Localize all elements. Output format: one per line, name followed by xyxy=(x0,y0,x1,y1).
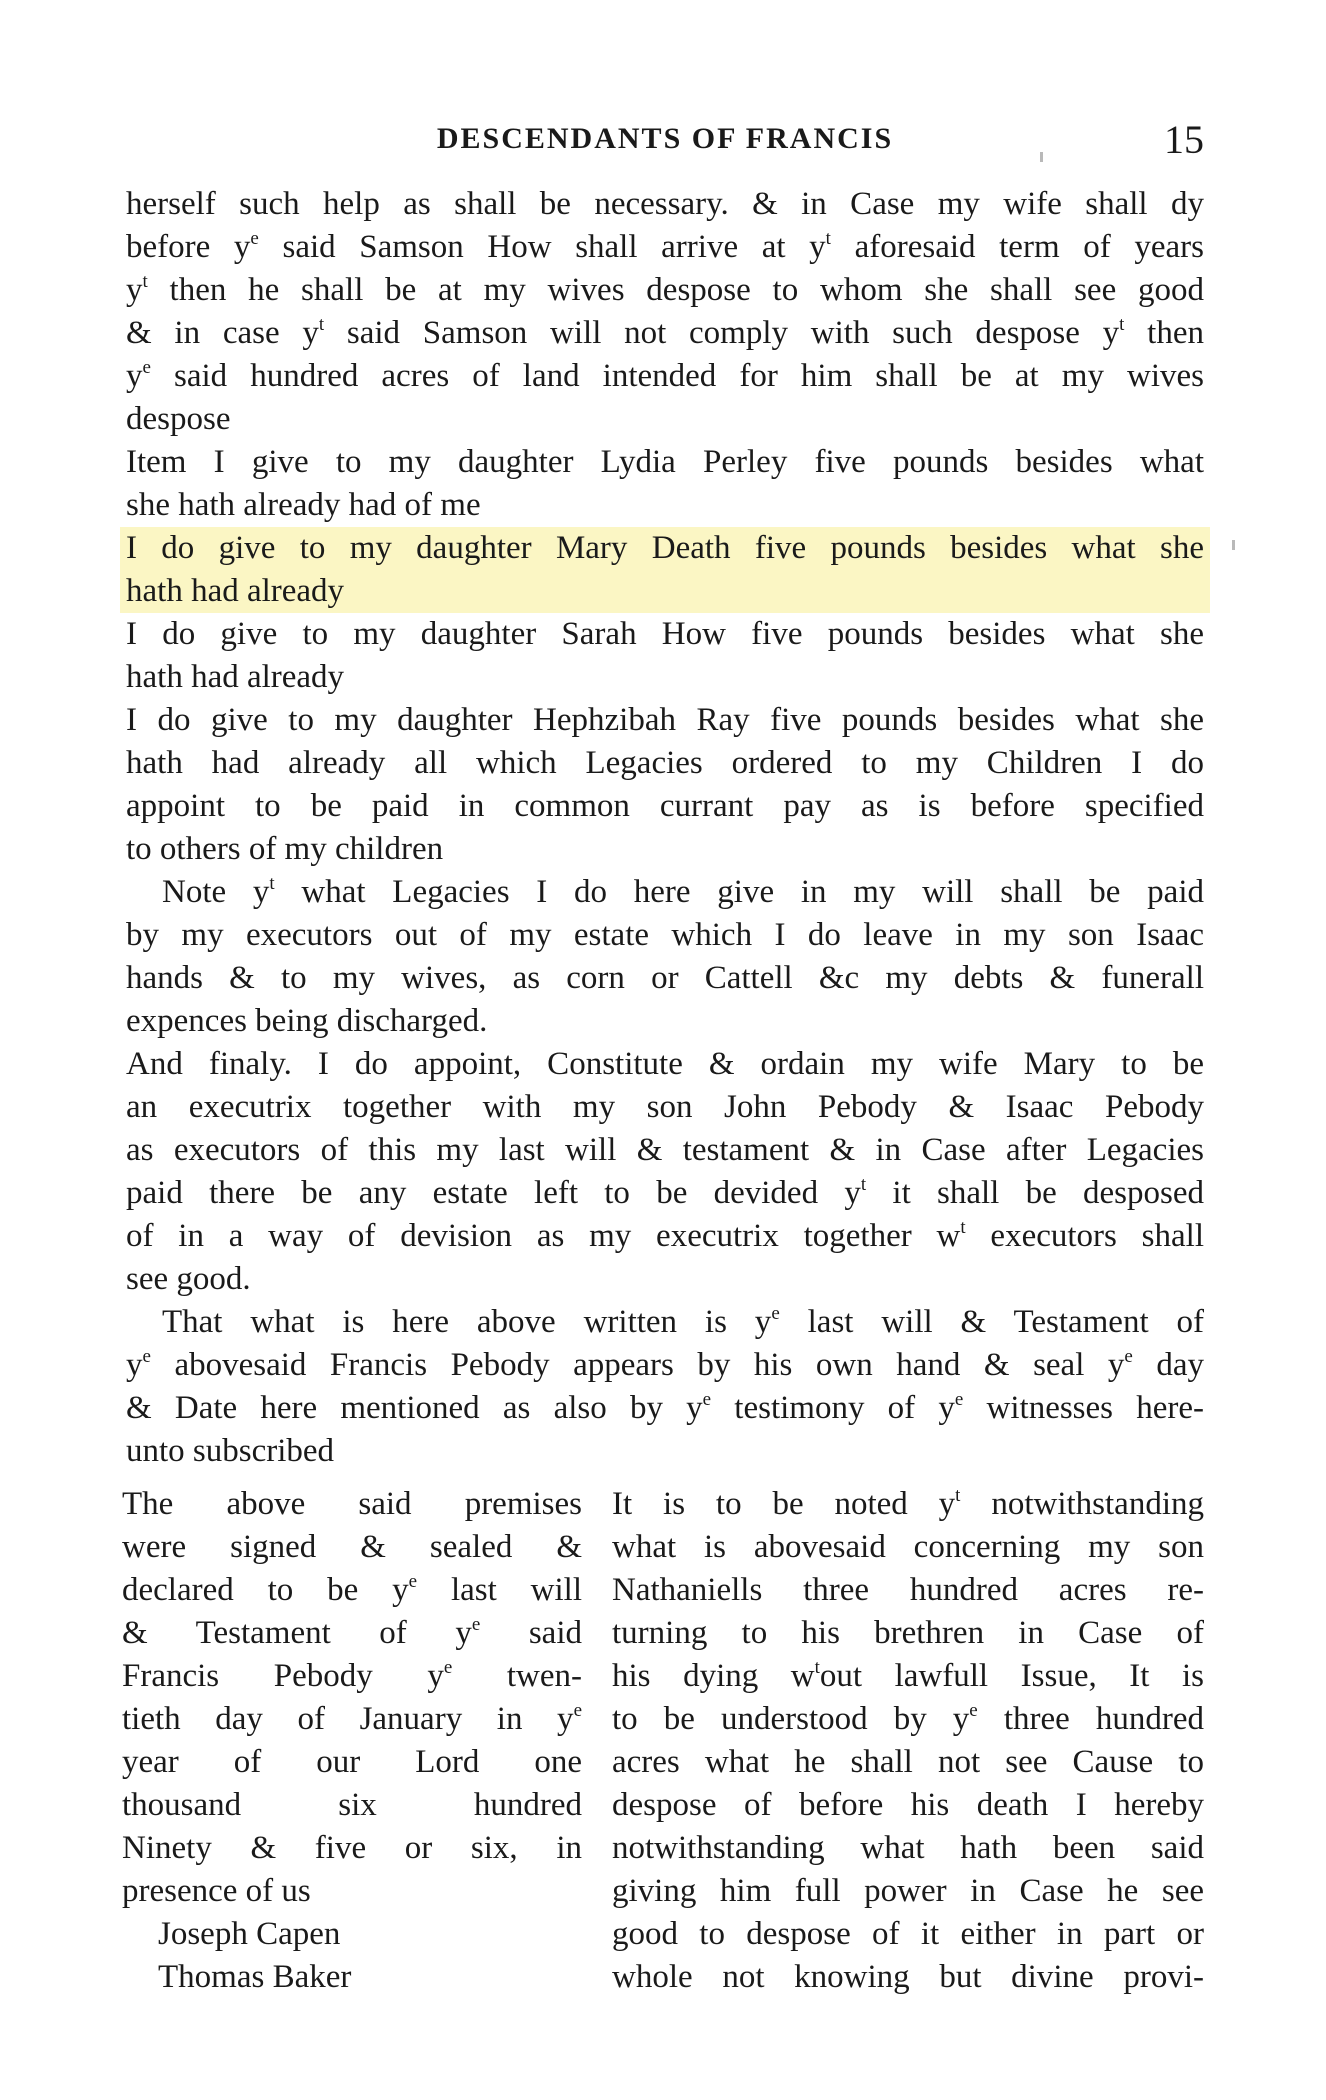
text-line: to others of my children xyxy=(126,831,444,867)
text-line: hands & to my wives, as corn or Cattell &c my debts & funerall xyxy=(126,960,1204,996)
text-line: giving him full power in Case he see xyxy=(612,1873,1204,1909)
text-line: were signed & sealed & xyxy=(122,1529,582,1565)
witness-name: Thomas Baker xyxy=(158,1959,352,1995)
text-line: herself such help as shall be necessary. & in Case my wife shall dy xyxy=(126,186,1204,222)
text-line: year of our Lord one xyxy=(122,1744,582,1780)
text-line: notwithstanding what hath been said xyxy=(612,1830,1204,1866)
text-line: hath had already xyxy=(126,659,345,695)
text-line: paid there be any estate left to be devided $y^t$ it shall be desposed xyxy=(126,1174,1205,1211)
will-text xyxy=(126,183,1204,1473)
text-line: I do give to my daughter Sarah How five pounds besides what she xyxy=(126,616,1204,652)
highlighted-line: hath had already xyxy=(120,570,1210,613)
text-line: despose of before his death I hereby xyxy=(612,1787,1204,1823)
text-line: what is abovesaid concerning my son xyxy=(612,1529,1204,1565)
text-line: That what is here above written is $y^e$ last will & Testament of xyxy=(162,1303,1204,1340)
text-line: $y^e$ abovesaid Francis Pebody appears by his own hand & seal $y^e$ day xyxy=(126,1346,1204,1383)
text-line: thousand six hundred xyxy=(122,1787,582,1823)
text-line: good to despose of it either in part or xyxy=(612,1916,1204,1952)
scan-mark xyxy=(1232,540,1235,550)
witness-column xyxy=(122,1483,582,1999)
running-title: DESCENDANTS OF FRANCIS xyxy=(436,122,894,155)
text-line: Nathaniells three hundred acres re- xyxy=(612,1572,1204,1608)
text-line: & Date here mentioned as also by $y^e$ testimony of $y^e$ witnesses here- xyxy=(126,1389,1204,1426)
text-line: turning to his brethren in Case of xyxy=(612,1615,1204,1651)
text-line: an executrix together with my son John Pebody & Isaac Pebody xyxy=(126,1089,1204,1125)
text-line: & in case $y^t$ said Samson will not comply with such despose $y^t$ then xyxy=(126,314,1204,351)
text-line: his dying $w^tout$ lawfull Issue, It is xyxy=(612,1657,1204,1694)
text-line: Item I give to my daughter Lydia Perley five pounds besides what xyxy=(126,444,1204,480)
text-line: Ninety & five or six, in xyxy=(122,1830,582,1866)
page-number: 15 xyxy=(1164,117,1204,162)
highlighted-line: I do give to my daughter Mary Death five pounds besides what she xyxy=(120,527,1210,570)
text-line: And finaly. I do appoint, Constitute & ordain my wife Mary to be xyxy=(126,1046,1204,1082)
text-line: & Testament of $y^e$ said xyxy=(122,1614,582,1651)
text-line: It is to be noted $y^t$ notwithstanding xyxy=(612,1485,1204,1522)
text-line: presence of us xyxy=(122,1873,311,1909)
text-line: Note $y^t$ what Legacies I do here give in my will shall be paid xyxy=(162,873,1204,910)
text-line: acres what he shall not see Cause to xyxy=(612,1744,1204,1780)
two-column-section xyxy=(122,1483,1204,2013)
text-line: she hath already had of me xyxy=(126,487,481,523)
text-line: by my executors out of my estate which I do leave in my son Isaac xyxy=(126,917,1204,953)
text-line: hath had already all which Legacies ordered to my Children I do xyxy=(126,745,1204,781)
scan-mark xyxy=(1040,152,1043,162)
text-line: as executors of this my last will & testament & in Case after Legacies xyxy=(126,1132,1204,1168)
text-line: whole not knowing but divine provi- xyxy=(612,1959,1204,1995)
text-line: $y^e$ said hundred acres of land intended for him shall be at my wives xyxy=(126,357,1204,394)
text-line: to be understood by $y^e$ three hundred xyxy=(612,1700,1204,1737)
text-line: declared to be $y^e$ last will xyxy=(122,1571,583,1608)
text-line: of in a way of devision as my executrix together $w^t$ executors shall xyxy=(126,1217,1204,1254)
text-line: $y^t$ then he shall be at my wives despose to whom she shall see good xyxy=(126,271,1204,308)
text-line: Francis Pebody $y^e$ twen- xyxy=(122,1657,582,1694)
text-line: unto subscribed xyxy=(126,1433,335,1469)
text-line: despose xyxy=(126,401,231,437)
text-line: tieth day of January in $y^e$ xyxy=(122,1700,582,1737)
text-line: The above said premises xyxy=(122,1486,582,1522)
witness-name: Joseph Capen xyxy=(158,1916,341,1952)
text-line: before $y^e$ said Samson How shall arrive at $y^t$ aforesaid term of years xyxy=(126,228,1204,265)
text-line: I do give to my daughter Hephzibah Ray five pounds besides what she xyxy=(126,702,1204,738)
text-line: expences being discharged. xyxy=(126,1003,488,1039)
text-line: see good. xyxy=(126,1261,251,1297)
text-line: appoint to be paid in common currant pay as is before specified xyxy=(126,788,1204,824)
codicil-column xyxy=(612,1483,1204,1999)
